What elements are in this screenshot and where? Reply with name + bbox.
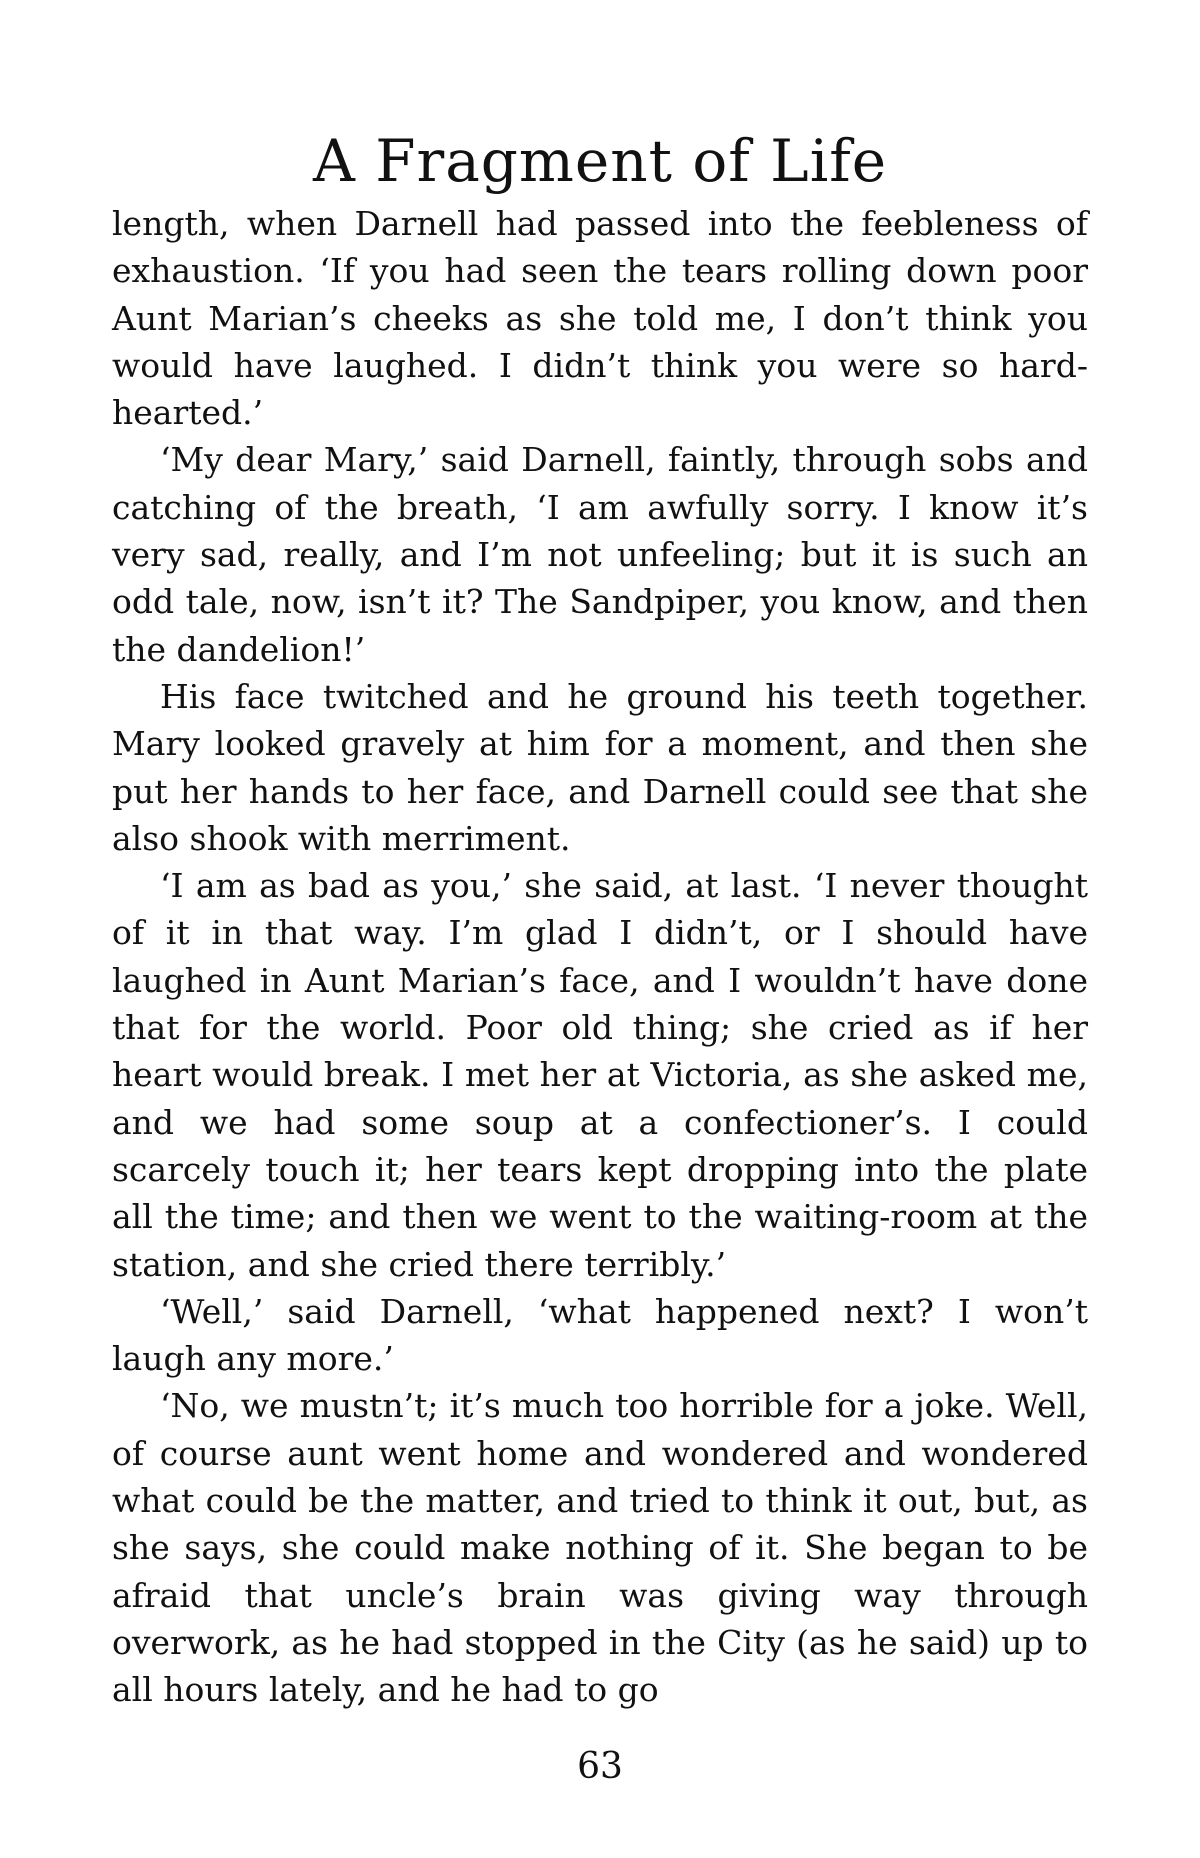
paragraph: His face twitched and he ground his teeth together. Mary looked gravely at him for a moment, and then she put her hands to her face, and Darnell could see that she also shook with merriment. (112, 676, 1088, 858)
paragraph: ‘No, we mustn’t; it’s much too horrible for a joke. Well, of course aunt went home and wondered and wondered what could be the matter, and tried to think it out, but, as she says, she could make nothing of it. She began to be afraid that uncle’s brain was giving way through overwork, as he had stopped in the City (as he said) up to all hours lately, and he had to go (112, 1386, 1088, 1710)
running-head: A Fragment of Life (312, 127, 888, 195)
paragraph-continued: length, when Darnell had passed into the feebleness of exhaustion. ‘If you had seen the tears rolling down poor Aunt Marian’s cheeks as she told me, I don’t think you would have laughed. I didn’t think you were so hard-hearted.’ (112, 204, 1088, 433)
paragraph: ‘I am as bad as you,’ she said, at last. ‘I never thought of it in that way. I’m glad I didn’t, or I should have laughed in Aunt Marian’s face, and I wouldn’t have done that for the world. Poor old thing; she cried as if her heart would break. I met her at Victoria, as she asked me, and we had some soup at a confectioner’s. I could scarcely touch it; her tears kept dropping into the plate all the time; and then we went to the waiting-room at the station, and she cried there terribly.’ (112, 866, 1088, 1284)
paragraph: ‘Well,’ said Darnell, ‘what happened next? I won’t laugh any more.’ (112, 1291, 1088, 1379)
body-text (112, 200, 1088, 1714)
page-number: 63 (577, 1746, 623, 1787)
paragraph: ‘My dear Mary,’ said Darnell, faintly, through sobs and catching of the breath, ‘I am awfully sorry. I know it’s very sad, really, and I’m not unfeeling; but it is such an odd tale, now, isn’t it? The Sandpiper, you know, and then the dandelion!’ (112, 440, 1088, 669)
